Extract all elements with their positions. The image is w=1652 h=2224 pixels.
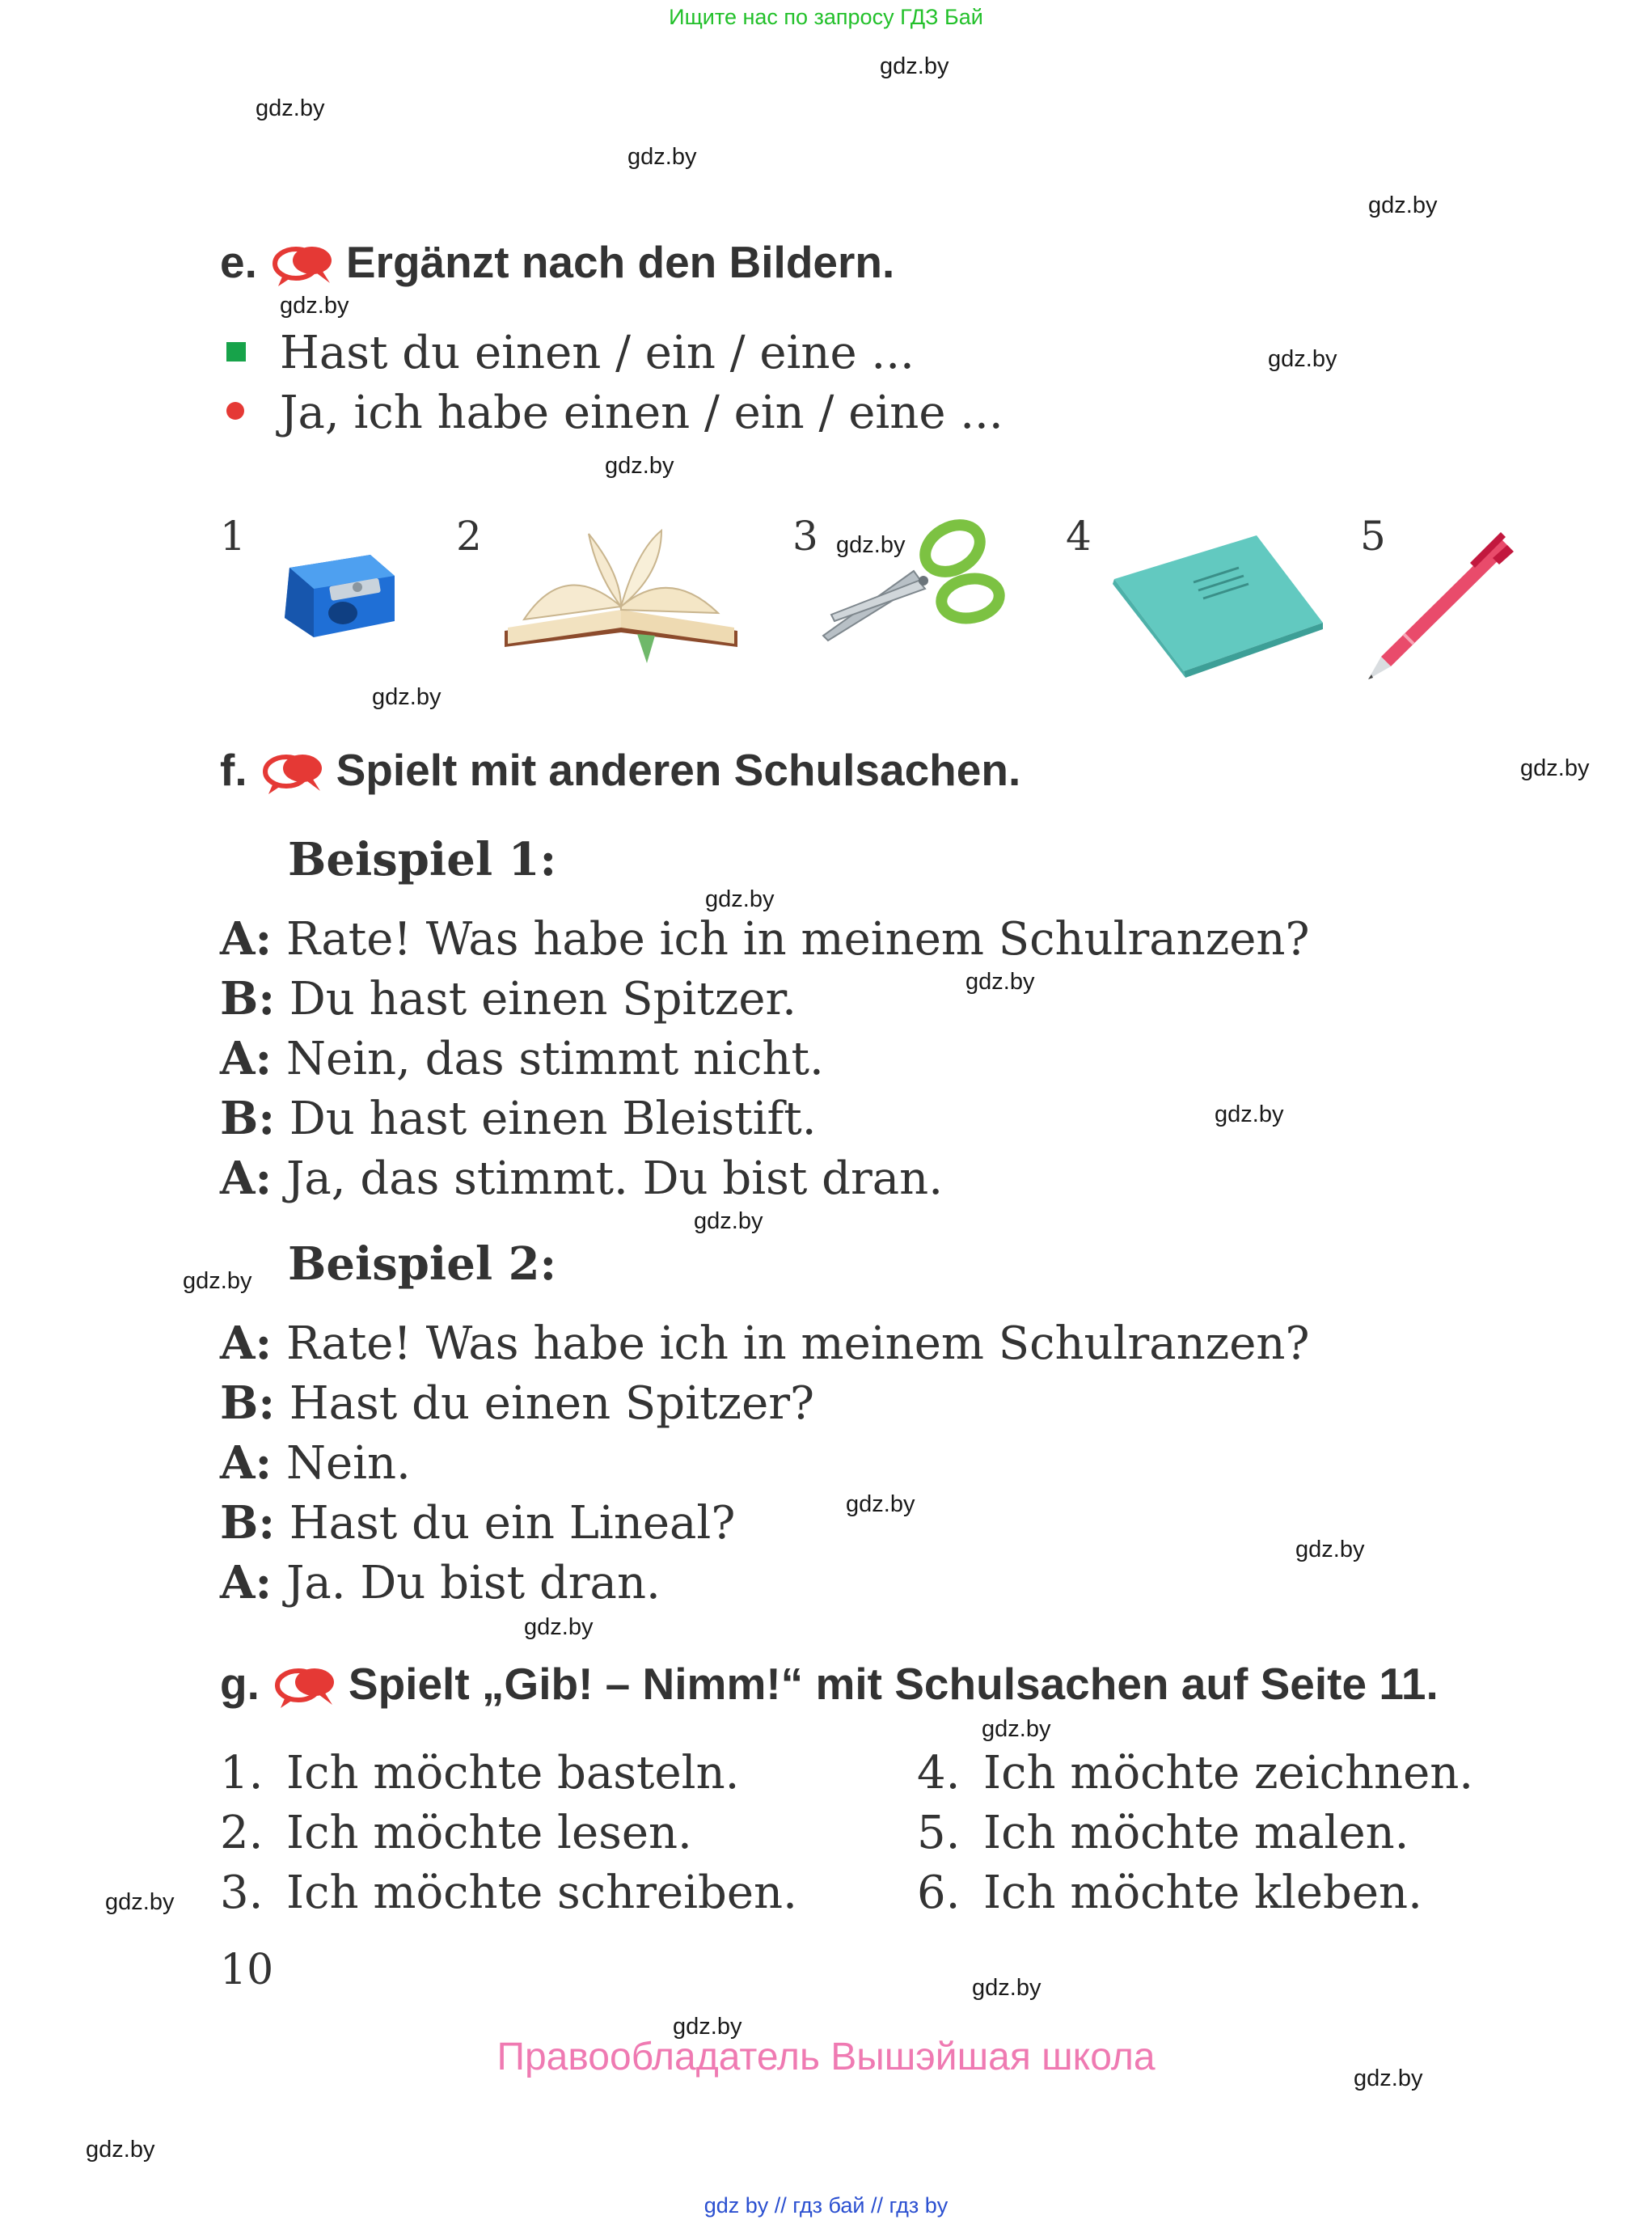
task-title: Ergänzt nach den Bildern. [345, 237, 895, 287]
dialogue-text: Hast du einen Spitzer? [289, 1377, 814, 1430]
item-number: 3. [220, 1867, 264, 1919]
watermark: gdz.by [1215, 1101, 1284, 1127]
dialogue-line [220, 1436, 411, 1490]
speaker-label: A: [220, 1152, 273, 1205]
watermark: gdz.by [1295, 1537, 1365, 1562]
scissors-icon [817, 514, 1011, 647]
task-title: Spielt „Gib! – Nimm!“ mit Schulsachen auf Seite 11. [348, 1659, 1439, 1709]
example-1-heading: Beispiel 1: [288, 833, 557, 886]
item-text: Ich möchte schreiben. [286, 1867, 797, 1919]
speaker-label: B: [220, 972, 276, 1025]
watermark: gdz.by [86, 2137, 155, 2163]
speaker-label: B: [220, 1376, 276, 1430]
watermark: gdz.by [965, 969, 1035, 995]
watermark: gdz.by [694, 1208, 763, 1234]
list-item [220, 1867, 797, 1919]
speaker-label: B: [220, 1092, 276, 1145]
speaker-label: A: [220, 1032, 273, 1085]
dialogue-text: Nein, das stimmt nicht. [285, 1033, 824, 1085]
dialogue-text: Ja. Du bist dran. [285, 1557, 661, 1609]
dialogue-line [220, 1032, 824, 1085]
list-item [917, 1747, 1473, 1799]
dialogue-line [220, 1496, 735, 1550]
dialogue-text: Ja, das stimmt. Du bist dran. [285, 1152, 944, 1205]
picture-number: 3 [792, 513, 818, 560]
list-item [917, 1867, 1422, 1919]
task-g-heading [220, 1658, 1439, 1710]
dialogue-line [220, 1556, 661, 1609]
bottom-nav-links[interactable]: gdz by // гдз бай // гдз by [703, 2193, 949, 2218]
dialogue-text: Du hast einen Spitzer. [289, 973, 796, 1025]
dialogue-text: Du hast einen Bleistift. [289, 1093, 817, 1145]
prompt-text: Ja, ich habe einen / ein / eine ... [280, 387, 1003, 439]
watermark: gdz.by [183, 1268, 252, 1294]
speaker-label: B: [220, 1496, 276, 1550]
pen-icon [1355, 529, 1517, 686]
red-dot-bullet-icon [226, 402, 244, 420]
notebook-icon [1109, 529, 1328, 686]
watermark: gdz.by [1520, 755, 1590, 781]
task-letter: e. [220, 237, 257, 287]
watermark: gdz.by [972, 1975, 1041, 2001]
sharpener-icon [273, 543, 403, 652]
watermark: gdz.by [605, 453, 674, 479]
list-item [220, 1807, 692, 1859]
top-banner[interactable]: Ищите нас по запросу ГДЗ Бай [669, 5, 983, 29]
speaker-label: A: [220, 1436, 273, 1490]
speaker-label: A: [220, 912, 273, 966]
watermark: gdz.by [105, 1889, 175, 1915]
watermark: gdz.by [880, 53, 949, 79]
picture-number: 2 [456, 513, 482, 560]
example-2-heading: Beispiel 2: [288, 1237, 557, 1291]
watermark: gdz.by [627, 144, 697, 170]
watermark: gdz.by [280, 293, 349, 319]
dialogue-line [220, 1376, 814, 1430]
copyright-notice: Правообладатель Вышэйшая школа [496, 2036, 1156, 2078]
item-number: 6. [917, 1867, 961, 1919]
watermark: gdz.by [524, 1614, 594, 1640]
dialogue-line [220, 1317, 1310, 1370]
speech-bubbles-icon [272, 243, 335, 288]
item-text: Ich möchte kleben. [983, 1867, 1422, 1919]
dialogue-text: Rate! Was habe ich in meinem Schulranzen? [285, 913, 1310, 966]
watermark: gdz.by [372, 684, 442, 710]
watermark: gdz.by [1368, 192, 1438, 218]
speaker-label: A: [220, 1556, 273, 1609]
prompt-line-answer [226, 387, 1003, 439]
watermark: gdz.by [1354, 2065, 1423, 2091]
picture-number: 4 [1066, 513, 1092, 560]
watermark: gdz.by [846, 1491, 915, 1517]
task-letter: g. [220, 1659, 260, 1709]
watermark: gdz.by [673, 2014, 742, 2040]
item-text: Ich möchte malen. [983, 1807, 1409, 1859]
watermark: gdz.by [836, 532, 906, 558]
dialogue-line [220, 1152, 943, 1205]
picture-number: 5 [1360, 513, 1386, 560]
item-number: 2. [220, 1807, 264, 1859]
picture-number: 1 [220, 513, 246, 560]
task-letter: f. [220, 745, 247, 795]
page-number: 10 [220, 1946, 274, 1994]
item-text: Ich möchte basteln. [286, 1747, 740, 1799]
dialogue-line [220, 972, 796, 1025]
list-item [917, 1807, 1409, 1859]
item-text: Ich möchte zeichnen. [983, 1747, 1474, 1799]
dialogue-text: Nein. [285, 1437, 411, 1490]
watermark: gdz.by [705, 886, 775, 912]
dialogue-line [220, 912, 1310, 966]
speaker-label: A: [220, 1317, 273, 1370]
watermark: gdz.by [1268, 346, 1337, 372]
list-item [220, 1747, 739, 1799]
green-square-bullet-icon [226, 342, 246, 362]
dialogue-text: Rate! Was habe ich in meinem Schulranzen? [285, 1317, 1310, 1370]
item-number: 4. [917, 1747, 961, 1799]
item-number: 5. [917, 1807, 961, 1859]
watermark: gdz.by [256, 95, 325, 121]
item-number: 1. [220, 1747, 264, 1799]
book-icon [500, 526, 742, 674]
dialogue-text: Hast du ein Lineal? [289, 1497, 736, 1550]
watermark: gdz.by [982, 1716, 1051, 1742]
prompt-text: Hast du einen / ein / eine ... [280, 327, 915, 379]
speech-bubbles-icon [274, 1664, 337, 1710]
speech-bubbles-icon [262, 750, 325, 796]
prompt-line-question [226, 327, 915, 379]
task-f-heading [220, 744, 1020, 796]
task-e-heading [220, 236, 894, 288]
item-text: Ich möchte lesen. [286, 1807, 692, 1859]
task-title: Spielt mit anderen Schulsachen. [336, 745, 1021, 795]
dialogue-line [220, 1092, 817, 1145]
